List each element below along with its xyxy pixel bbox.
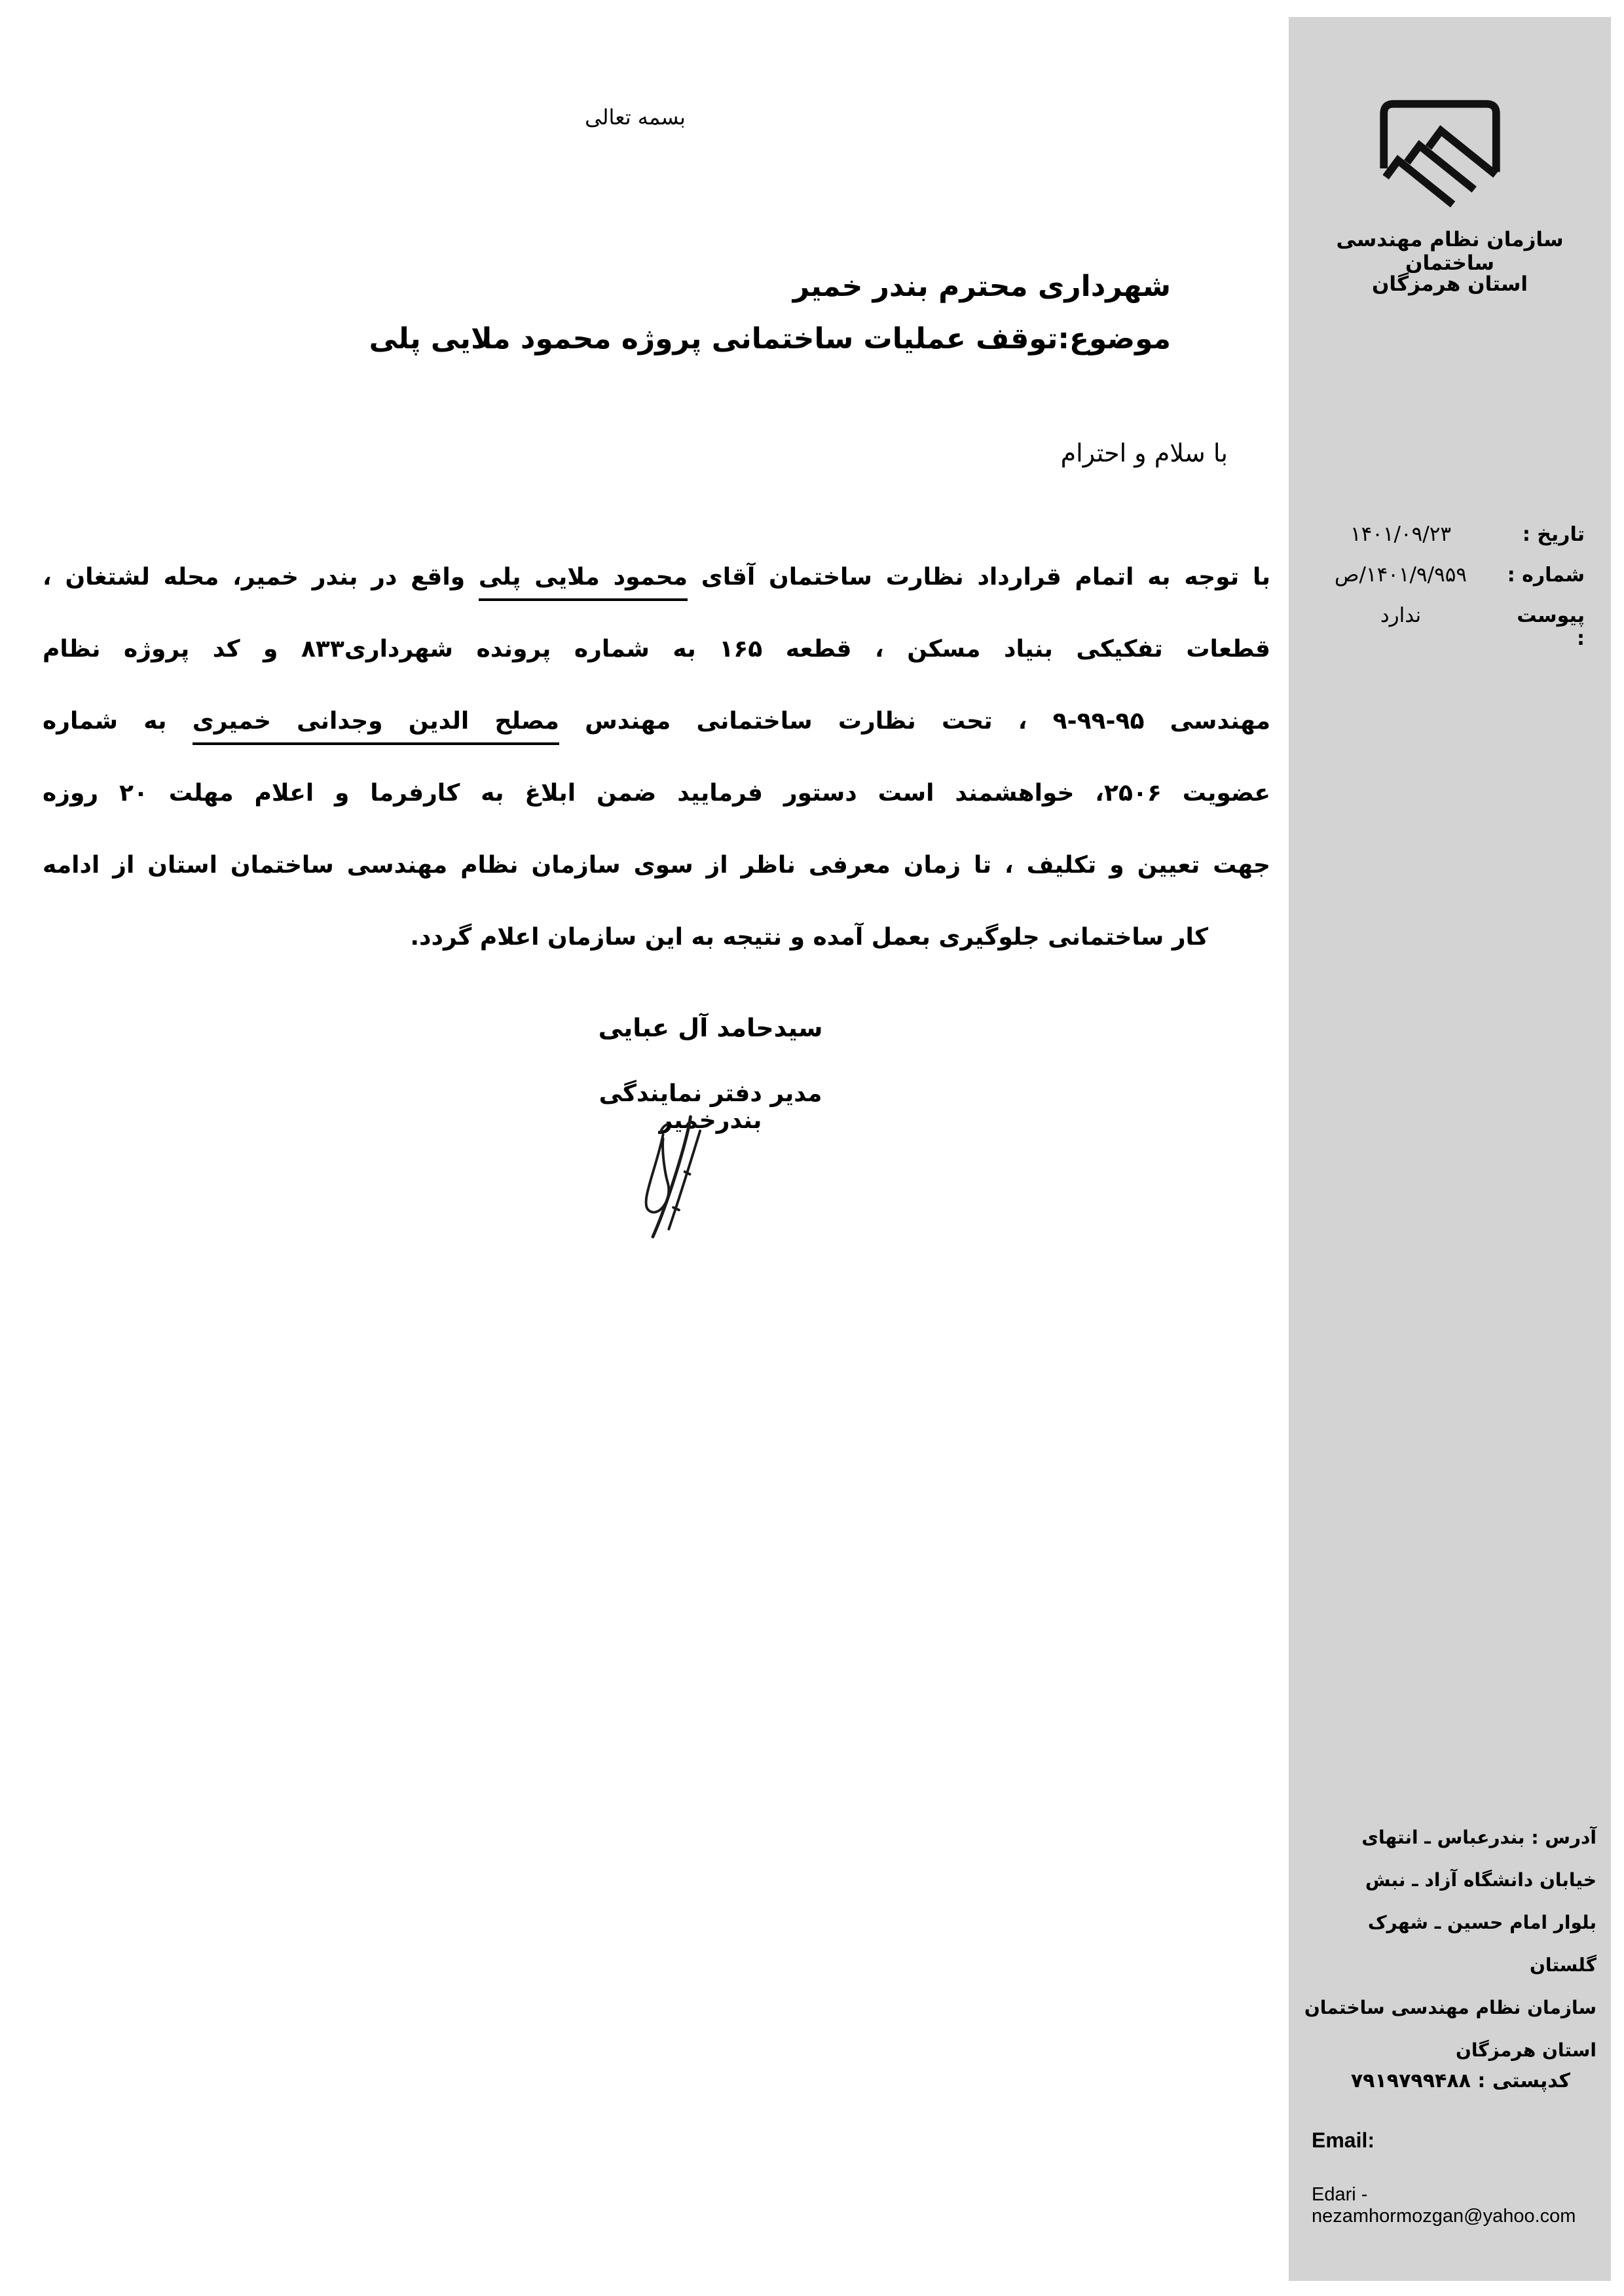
underlined-name: محمود ملایی پلی [479,564,688,601]
body-text: واقع در بندر خمیر، محله لشتغان ، [43,564,479,591]
underlined-name: مصلح الدین وجدانی خمیری [193,708,559,745]
body-text: عضویت ۲۵۰۶، خواهشمند است دستور فرمایید ضمن ابلاغ به کارفرما و اعلام مهلت ۲۰ روزه [43,780,1271,807]
body-line [43,847,1270,919]
postal-code: کدپستی : ۷۹۱۹۷۹۹۴۸۸ [1350,2069,1570,2092]
letter-body [43,558,1270,991]
recipient-line: شهرداری محترم بندر خمیر [792,270,1171,303]
address-line: بلوار امام حسین ـ شهرک [1367,1912,1596,1933]
attachment-row [1297,604,1585,650]
subject-line: موضوع:توقف عملیات ساختمانی پروژه محمود ملایی پلی [369,322,1171,355]
date-label: تاریخ : [1522,523,1585,546]
besmele-text: بسمه تعالی [585,105,686,130]
signatory-name: سیدحامد آل عبایی [598,1013,823,1042]
body-line [43,702,1270,774]
address-line: آدرس : بندرعباس ـ انتهای [1361,1827,1596,1848]
body-text: جهت تعیین و تکلیف ، تا زمان معرفی ناظر از سوی سازمان نظام مهندسی ساختمان استان از ادامه [43,852,1270,879]
greeting-line: با سلام و احترام [1060,439,1228,467]
body-text: مهندسی ۹۵-۹۹-۹ ، تحت نظارت ساختمانی مهندس [559,708,1270,735]
body-text: قطعات تفکیکی بنیاد مسکن ، قطعه ۱۶۵ به شماره پرونده شهرداری۸۳۳ و کد پروژه نظام [43,636,1270,663]
body-line [43,558,1270,630]
address-line: سازمان نظام مهندسی ساختمان [1304,1997,1596,2018]
organization-name: سازمان نظام مهندسی ساختمان [1336,228,1564,275]
body-text: با توجه به اتمام قرارداد نظارت ساختمان آقای [688,564,1270,591]
address-line: خیابان دانشگاه آزاد ـ نبش [1365,1869,1596,1891]
body-text: به شماره [43,708,193,735]
attachment-value: ندارد [1380,604,1422,627]
organization-province: استان هرمزگان [1371,272,1528,296]
letter-meta [1297,522,1585,667]
body-line [43,774,1270,847]
number-row [1297,563,1585,587]
number-value: ۱۴۰۱/۹/۹۵۹/ص [1334,563,1467,587]
attachment-label: پیوست : [1517,604,1585,650]
body-line [43,919,1270,991]
organization-logo-icon [1373,94,1527,213]
addressee-block [369,261,1171,365]
address-block [1301,1816,1596,2071]
body-line [43,630,1270,702]
date-value: ۱۴۰۱/۰۹/۲۳ [1350,522,1452,546]
number-label: شماره : [1507,564,1585,587]
address-line: استان هرمزگان [1455,2039,1596,2061]
letterhead-sidebar [1289,17,1611,2281]
handwritten-signature [627,1113,726,1241]
address-line: گلستان [1529,1954,1596,1976]
date-row [1297,522,1585,546]
body-text: کار ساختمانی جلوگیری بعمل آمده و نتیجه به این سازمان اعلام گردد. [410,924,1208,951]
email-address: Edari - nezamhormozgan@yahoo.com [1312,2184,1576,2227]
signatory-title: مدیر دفتر نمایندگی بندرخمیر [599,1080,822,1134]
email-label: Email: [1312,2128,1375,2152]
